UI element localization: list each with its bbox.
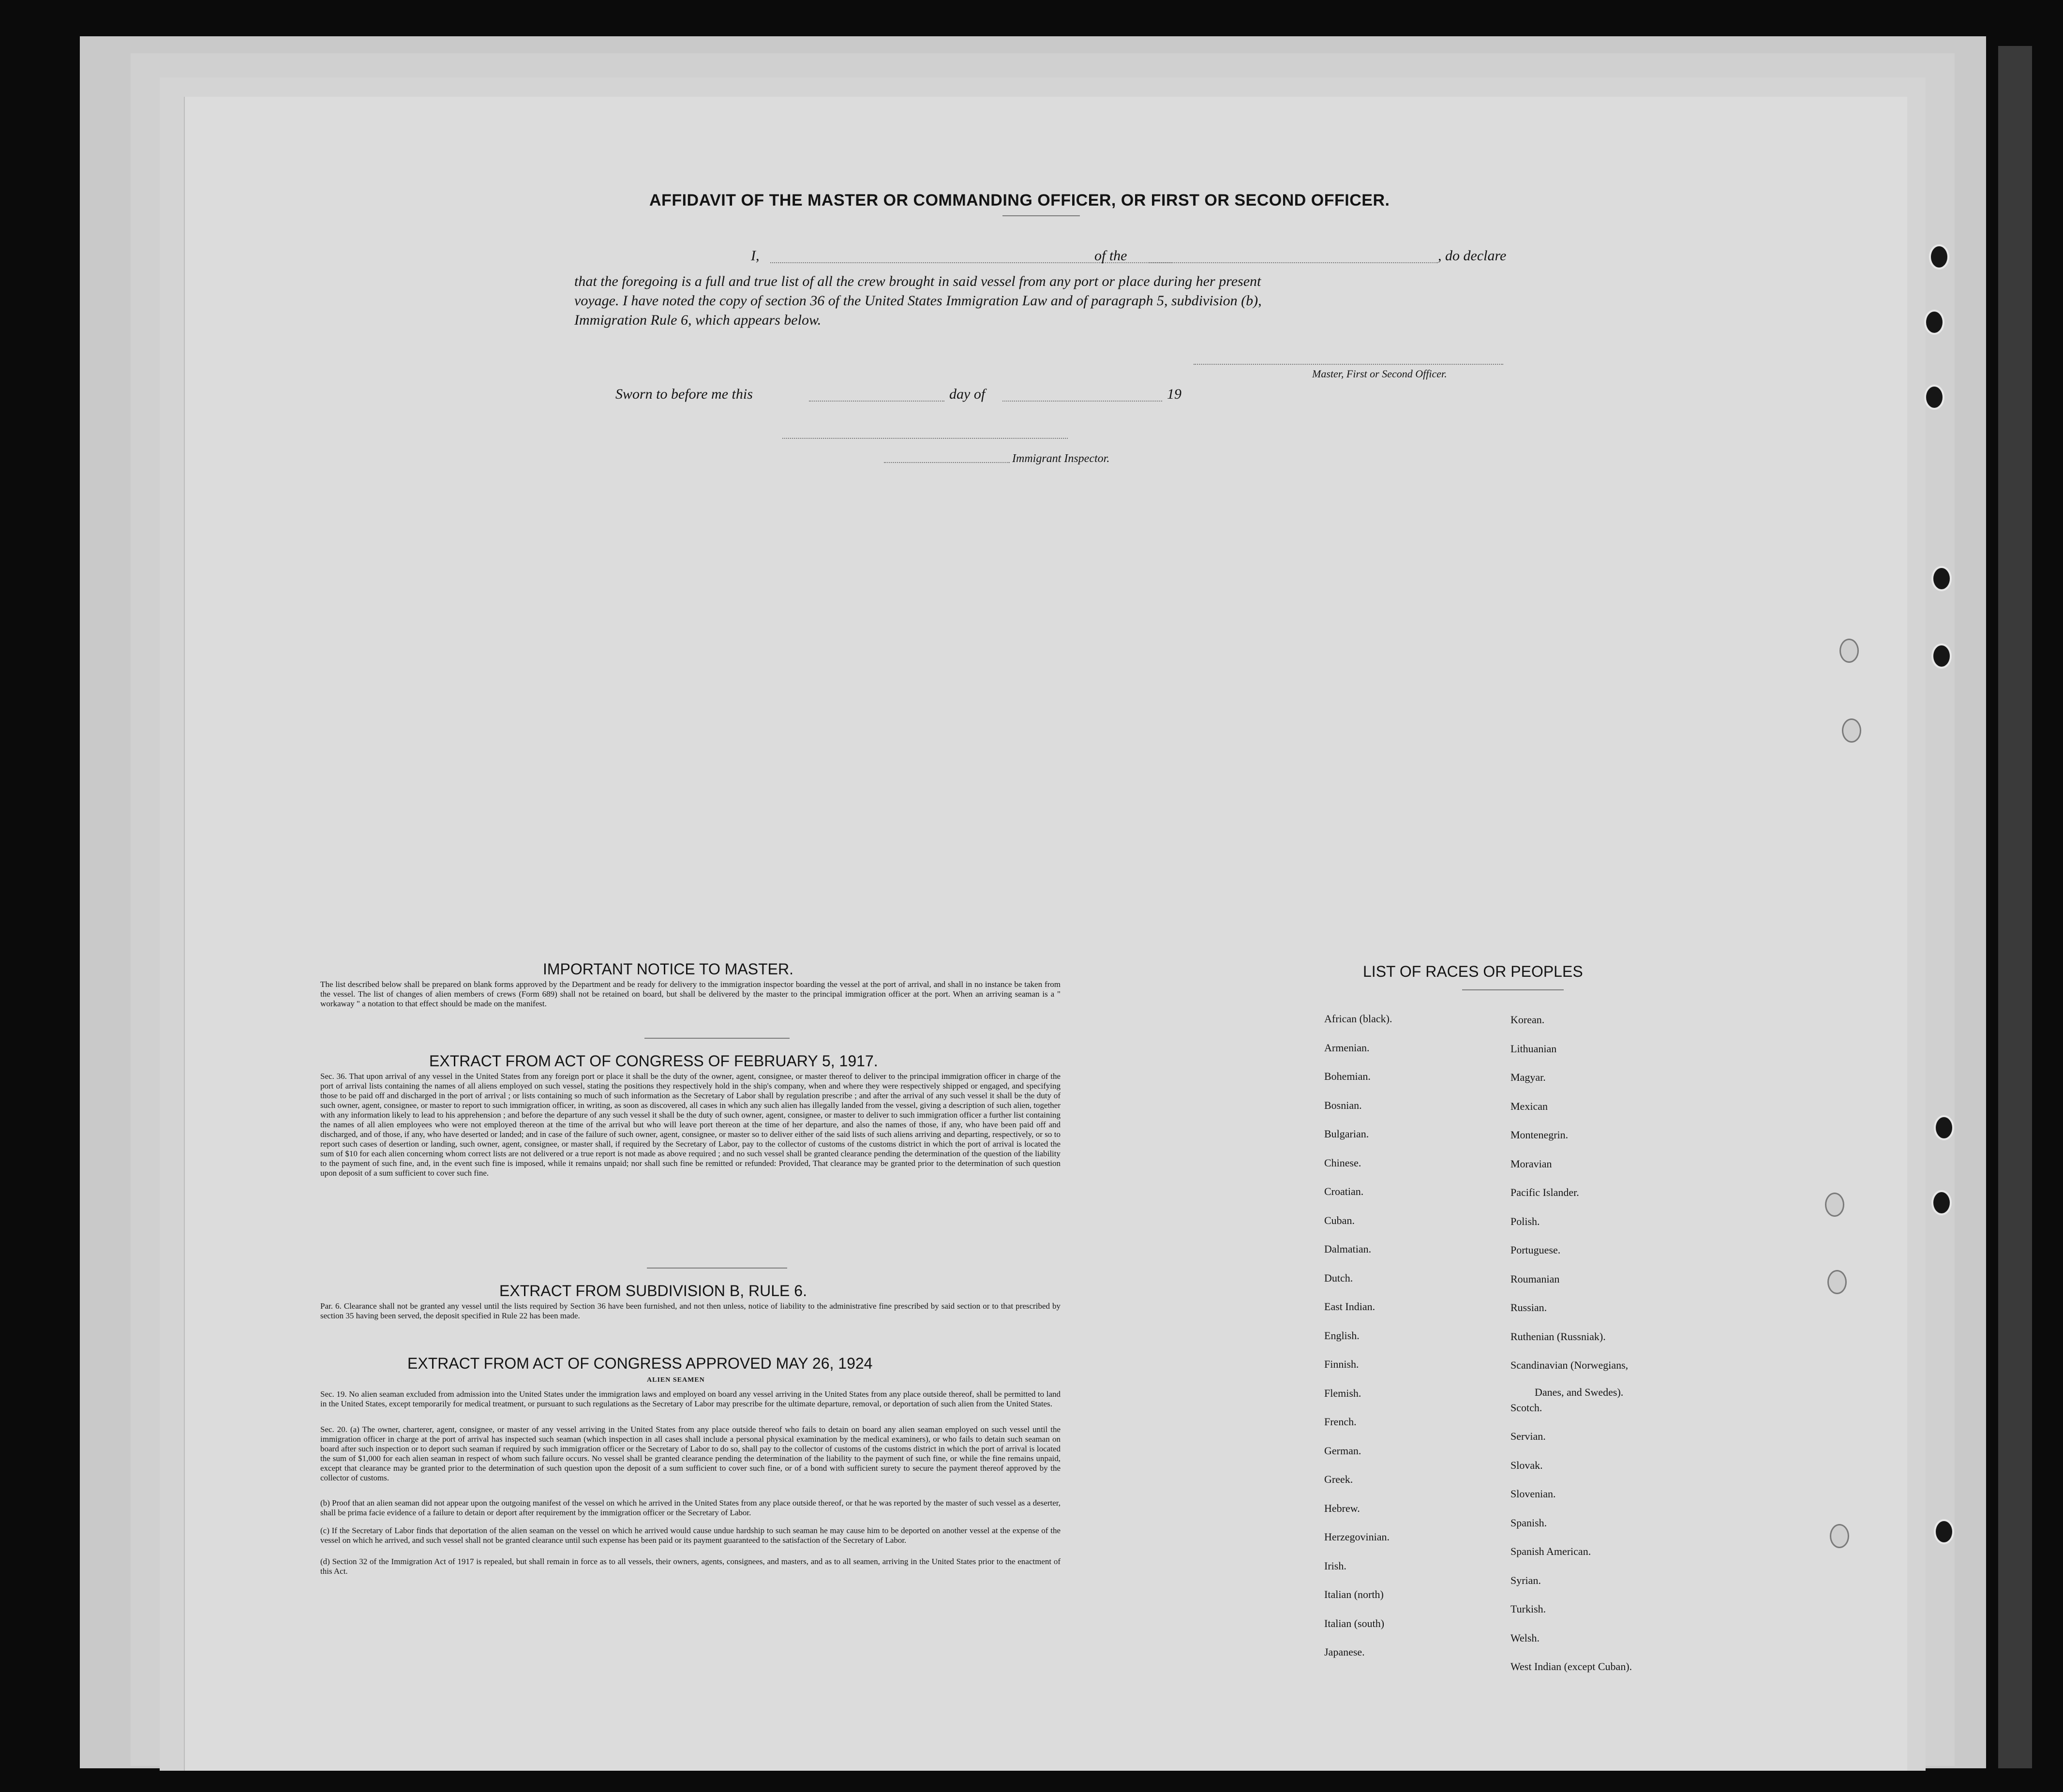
race-item: Moravian bbox=[1510, 1157, 1552, 1170]
race-item: Herzegovinian. bbox=[1324, 1531, 1390, 1543]
race-item: Irish. bbox=[1324, 1559, 1346, 1572]
affidavit-do-declare: , do declare bbox=[1438, 248, 1507, 264]
affidavit-title: AFFIDAVIT OF THE MASTER OR COMMANDING OFFICER, OR FIRST OR SECOND OFFICER. bbox=[649, 191, 1390, 209]
extract-1917-title: EXTRACT FROM ACT OF CONGRESS OF FEBRUARY 5, 1917. bbox=[429, 1052, 878, 1070]
binding-hole bbox=[1924, 385, 1944, 410]
binding-hole bbox=[1931, 566, 1952, 591]
race-item: Mexican bbox=[1510, 1100, 1548, 1112]
sworn-day-of: day of bbox=[949, 386, 986, 402]
extract-1924-sec20a: Sec. 20. (a) The owner, charterer, agent, consignee, or master of any vessel arriving in the United States from any place outside thereof who fails to detain on board any alien seaman employed on such vessel until the immigration officer in charge at the port of arrival has inspected such seaman (which inspection in all cases shall include a personal physical examination by the medical examiners), or who fails to detain such seaman on board after such inspection or to deport such seaman if required by such immigration officer or the Secretary of Labor to do so, shall pay to the collector of customs of the customs district in which the port of arrival is located the sum of $1,000 for each alien seaman in respect of whom such failure occurs. No vessel shall be granted clearance pending the determination of the liability to the payment of such fine, or while the fine remains unpaid, except that clearance may be granted prior to the determination of such question upon the deposit of a sum sufficient to cover such fine, or of a bond with sufficient surety to secure the payment thereof approved by the collector of customs. bbox=[320, 1425, 1061, 1482]
race-item: Croatian. bbox=[1324, 1185, 1364, 1197]
race-item: Scandinavian (Norwegians, bbox=[1510, 1359, 1629, 1371]
extract-1924-sec20b: (b) Proof that an alien seaman did not appear upon the outgoing manifest of the vessel on which he arrived in the United States from any place outside thereof, or that he was reported by the master of such vessel as a deserter, shall be prima facie evidence of a failure to detain or deport after requirement by the immigration officer or the Secretary of Labor. bbox=[320, 1498, 1061, 1517]
race-item: Finnish. bbox=[1324, 1358, 1359, 1370]
race-item: Italian (north) bbox=[1324, 1588, 1384, 1600]
race-item: Chinese. bbox=[1324, 1156, 1361, 1169]
race-item: Bohemian. bbox=[1324, 1070, 1371, 1082]
affidavit-i: I, bbox=[751, 248, 760, 264]
race-item: Cuban. bbox=[1324, 1214, 1355, 1226]
binding-hole bbox=[1931, 1190, 1952, 1215]
race-item: Magyar. bbox=[1510, 1071, 1546, 1083]
race-item: African (black). bbox=[1324, 1013, 1392, 1025]
title-underline bbox=[1002, 215, 1080, 216]
affidavit-body-line1: that the foregoing is a full and true list of all the crew brought in said vessel from any port or place during her present bbox=[574, 273, 1261, 289]
race-item: Spanish. bbox=[1510, 1516, 1547, 1529]
notice-title: IMPORTANT NOTICE TO MASTER. bbox=[543, 960, 793, 978]
race-item: Montenegrin. bbox=[1510, 1129, 1569, 1141]
binding-hole bbox=[1934, 1519, 1954, 1544]
inspector-signature-top-line bbox=[782, 438, 1068, 439]
master-signature-line bbox=[1194, 364, 1503, 365]
binder-edge bbox=[1998, 46, 2032, 1768]
race-item: Dutch. bbox=[1324, 1271, 1353, 1284]
affidavit-body-line3: Immigration Rule 6, which appears below. bbox=[574, 312, 822, 328]
race-item-continuation: Danes, and Swedes). bbox=[1535, 1386, 1624, 1398]
race-item: Syrian. bbox=[1510, 1574, 1541, 1586]
binding-hole bbox=[1830, 1524, 1849, 1548]
race-item: Roumanian bbox=[1510, 1272, 1560, 1285]
race-item: Japanese. bbox=[1324, 1646, 1365, 1658]
race-item: Polish. bbox=[1510, 1215, 1540, 1227]
race-item: West Indian (except Cuban). bbox=[1510, 1660, 1632, 1673]
race-item: Korean. bbox=[1510, 1014, 1545, 1026]
binding-hole bbox=[1827, 1270, 1847, 1294]
notice-text: The list described below shall be prepared on blank forms approved by the Department and be ready for delivery to the immigration inspector boarding the vessel at the port of arrival, and shall in no instance be taken from the vessel. The list of changes of alien members of crews (Form 689) shall not be retained on board, but shall be delivered by the master to the principal immigration officer at the port. When an arriving seaman is a " workaway " a notation to that effect should be made on the manifest. bbox=[320, 980, 1061, 1008]
races-title: LIST OF RACES OR PEOPLES bbox=[1363, 963, 1583, 980]
race-item: Armenian. bbox=[1324, 1041, 1370, 1054]
master-signature-label: Master, First or Second Officer. bbox=[1312, 368, 1447, 380]
divider bbox=[647, 1268, 787, 1269]
race-item: Welsh. bbox=[1510, 1631, 1540, 1644]
race-item: East Indian. bbox=[1324, 1300, 1375, 1313]
affidavit-body-line2: voyage. I have noted the copy of section 36 of the United States Immigration Law and of paragraph 5, subdivision (b), bbox=[574, 293, 1262, 309]
rule6-title: EXTRACT FROM SUBDIVISION B, RULE 6. bbox=[499, 1282, 807, 1299]
race-item: Russian. bbox=[1510, 1301, 1547, 1314]
race-item: Ruthenian (Russniak). bbox=[1510, 1330, 1606, 1343]
binding-hole bbox=[1934, 1115, 1954, 1140]
race-item: Portuguese. bbox=[1510, 1244, 1561, 1256]
race-item: Slovak. bbox=[1510, 1459, 1543, 1471]
extract-1924-title: EXTRACT FROM ACT OF CONGRESS APPROVED MAY 26, 1924 bbox=[407, 1355, 873, 1372]
extract-1924-sec20c: (c) If the Secretary of Labor finds that deportation of the alien seaman on the vessel on which he arrived would cause undue hardship to such seaman he may cause him to be deported on another vessel at the expense of the vessel on which he arrived, and such vessel shall not be granted clearance until such expense has been paid or its payment guaranteed to the satisfaction of the Secretary of Labor. bbox=[320, 1526, 1061, 1545]
race-item: Flemish. bbox=[1324, 1387, 1361, 1399]
sworn-month-blank bbox=[1002, 401, 1162, 402]
inspector-label: Immigrant Inspector. bbox=[1012, 452, 1110, 465]
race-item: Greek. bbox=[1324, 1473, 1353, 1485]
race-item: Slovenian. bbox=[1510, 1488, 1556, 1500]
extract-1924-sec20d: (d) Section 32 of the Immigration Act of 1917 is repealed, but shall remain in force as to all vessels, their owners, agents, consignees, and masters, and as to all seamen, arriving in the United States prior to the enactment of this Act. bbox=[320, 1557, 1061, 1576]
race-item: Servian. bbox=[1510, 1430, 1546, 1442]
race-item: Hebrew. bbox=[1324, 1502, 1360, 1514]
extract-1917-text: Sec. 36. That upon arrival of any vessel in the United States from any foreign port or place it shall be the duty of the owner, agent, consignee, or master thereof to deliver to the principal immigration officer in charge of the port of arrival lists containing the names of all aliens employed on such vessel, stating the positions they respectively hold in the ship's company, when and where they were respectively shipped or engaged, and specifying those to be paid off and discharged in the port of arrival ; or lists containing so much of such information as the Secretary of Labor shall by regulation prescribe ; and after the arrival of any such vessel it shall be the duty of such owner, agent, consignee, or master to report to such immigration officer, in writing, as soon as discovered, all cases in which any such alien has illegally landed from the vessel, giving a description of such alien, together with any information likely to lead to his apprehension ; and before the departure of any such vessel it shall be the duty of such owner, agent, consignee, or master to deliver to such immigration officer a further list containing the names of all alien employees who were not employed thereon at the time of the arrival but who will leave port thereon at the time of her departure, and also the names of those, if any, who have been paid off and discharged, and of those, if any, who have deserted or landed; and in case of the failure of such owner, agent, consignee, or master so to deliver either of the said lists of such aliens arriving and departing, respectively, or so to report such cases of desertion or landing, such owner, agent, consignee, or master shall, if required by the Secretary of Labor, pay to the collector of customs of the customs district in which the port of arrival is located the sum of $10 for each alien concerning whom correct lists are not delivered or a true report is not made as above required ; and no such vessel shall be granted clearance pending the determination of the question of the liability to the payment of such fine, and, in the event such fine is imposed, while it remains unpaid; nor shall such fine be remitted or refunded: Provided, That clearance may be granted prior to the determination of such question upon deposit of a sum sufficient to cover such fine. bbox=[320, 1072, 1061, 1178]
binding-hole bbox=[1929, 244, 1949, 269]
race-item: French. bbox=[1324, 1416, 1357, 1428]
race-item: Dalmatian. bbox=[1324, 1243, 1372, 1255]
sworn-year: 19 bbox=[1167, 386, 1181, 402]
inspector-signature-line bbox=[884, 462, 1010, 463]
race-item: Bulgarian. bbox=[1324, 1128, 1369, 1140]
sworn-day-blank bbox=[809, 401, 944, 402]
divider bbox=[644, 1038, 790, 1039]
rule6-text: Par. 6. Clearance shall not be granted any vessel until the lists required by Section 36 have been furnished, and not then unless, notice of liability to the administrative fine prescribed by said section or to that prescribed by section 35 having been served, the deposit specified in Rule 22 has been made. bbox=[320, 1301, 1061, 1320]
race-item: Bosnian. bbox=[1324, 1099, 1362, 1111]
races-underline bbox=[1462, 989, 1564, 990]
race-item: English. bbox=[1324, 1329, 1360, 1342]
binding-hole bbox=[1842, 718, 1861, 743]
race-item: Italian (south) bbox=[1324, 1617, 1385, 1629]
binding-hole bbox=[1825, 1193, 1844, 1217]
binding-hole bbox=[1931, 643, 1952, 669]
binding-hole bbox=[1924, 310, 1944, 335]
race-item: German. bbox=[1324, 1444, 1361, 1457]
race-item: Scotch. bbox=[1510, 1401, 1542, 1414]
race-item: Spanish American. bbox=[1510, 1545, 1591, 1557]
race-item: Pacific Islander. bbox=[1510, 1186, 1579, 1198]
sworn-text: Sworn to before me this bbox=[615, 386, 753, 402]
extract-1924-sec19: Sec. 19. No alien seaman excluded from admission into the United States under the immigration laws and employed on board any vessel arriving in the United States from any place outside thereof, shall be permitted to land in the United States, except temporarily for medical treatment, or pursuant to such regulations as the Secretary of Labor may prescribe for the ultimate departure, removal, or deportation of such alien from the United States. bbox=[320, 1389, 1061, 1408]
form-page bbox=[184, 97, 1907, 1771]
race-item: Turkish. bbox=[1510, 1603, 1546, 1615]
race-item: Lithuanian bbox=[1510, 1042, 1557, 1055]
vessel-blank bbox=[1148, 262, 1438, 263]
binding-hole bbox=[1839, 639, 1859, 663]
affidavit-of-the: of the bbox=[1094, 248, 1127, 264]
extract-1924-subtitle: ALIEN SEAMEN bbox=[647, 1376, 705, 1384]
